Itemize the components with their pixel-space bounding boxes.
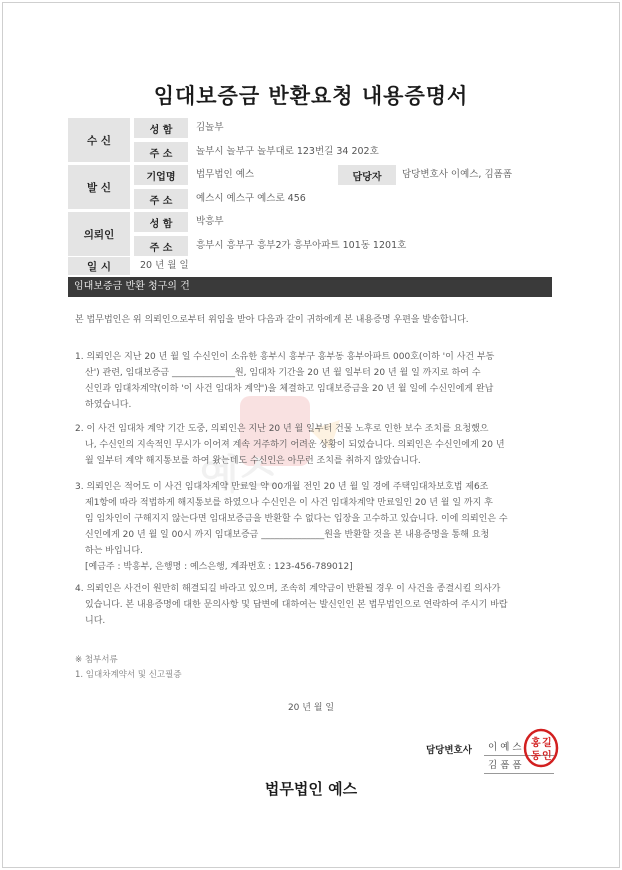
- sender-address-label: 주 소: [134, 189, 188, 209]
- attachments-title: ※ 첨부서류: [75, 655, 118, 665]
- recipient-section-label: 수 신: [68, 118, 130, 162]
- recipient-address: 놀부시 놀부구 놀부대로 123번길 34 202호: [196, 146, 379, 157]
- item2-line3: 월 일부터 계약 해지통보를 하여 왔는데도 수신인은 아무런 조치를 취하지 않았습니다.: [85, 456, 421, 466]
- item1-line3: 신인과 임대차계약(이하 '이 사건 임대차 계약')을 체결하고 임대보증금을 20 년 월 일에 수신인에게 완납: [85, 384, 494, 394]
- document-title: 임대보증금 반환요청 내용증명서: [153, 84, 469, 108]
- item4-line3: 니다.: [85, 616, 106, 626]
- recipient-address-label: 주 소: [134, 142, 188, 162]
- item1-line2: 산') 관련, 임대보증금 ______________원, 임대차 기간을 20 년 월 일부터 20 년 월 일 까지로 하여 수: [85, 368, 481, 378]
- date-row-value: 20 년 월 일: [140, 260, 189, 271]
- list-item: [75, 349, 553, 413]
- sender-section-label: 발 신: [68, 165, 130, 209]
- client-address-label: 주 소: [134, 236, 188, 256]
- firm-name: 법무법인 예스: [264, 780, 358, 798]
- client-address: 흥부시 흥부구 흥부2가 흥부아파트 101동 1201호: [196, 240, 407, 251]
- item3-line4: 신인에게 20 년 월 일 00시 까지 임대보증금 ______________원을 반환할 것을 본 내용증명을 통해 요청: [85, 530, 490, 540]
- attorney-name-2: 김 폼 폼: [484, 758, 554, 774]
- attorney-label: 담당변호사: [426, 745, 472, 756]
- item3-line1: 3. 의뢰인은 적어도 이 사건 임대차계약 만료일 약 00개월 전인 20 년 월 일 경에 주택임대차보호법 제6조: [75, 482, 489, 492]
- sender-manager: 담당변호사 이예스, 김폼폼: [402, 169, 513, 180]
- svg-text:길: 길: [542, 738, 552, 749]
- sender-manager-label: 담당자: [338, 165, 396, 185]
- attachment-item: 1. 임대차계약서 및 신고필증: [75, 670, 182, 680]
- attorney-name-1: 이 예 스: [484, 740, 554, 756]
- list-item: [75, 479, 553, 575]
- client-section-label: 의뢰인: [68, 212, 130, 256]
- intro-paragraph: 본 법무법인은 위 의뢰인으로부터 위임을 받아 다음과 같이 귀하에게 본 내용증명 우편을 발송합니다.: [75, 315, 469, 325]
- item1-line4: 하였습니다.: [85, 400, 132, 410]
- client-name: 박흥부: [196, 216, 224, 227]
- list-item: [75, 581, 553, 629]
- item2-line1: 2. 이 사건 임대차 계약 기간 도중, 의뢰인은 지난 20 년 월 일부터 건물 노후로 인한 보수 조치를 요청했으: [75, 424, 489, 434]
- sender-address: 예스시 예스구 예스로 456: [196, 193, 306, 204]
- item4-line1: 4. 의뢰인은 사건이 원만히 해결되길 바라고 있으며, 조속히 계약금이 반환될 경우 이 사건을 종결시킬 의사가: [75, 584, 501, 594]
- subject-header-bar: 임대보증금 반환 청구의 건: [68, 277, 552, 297]
- item1-line1: 1. 의뢰인은 지난 20 년 월 일 수신인이 소유한 흥부시 흥부구 흥부동 흥부아파트 000호(이하 '이 사건 부동: [75, 352, 495, 362]
- item3-line2: 제1항에 따라 적법하게 해지통보를 하였으나 수신인은 이 사건 임대차계약 만료일인 20 년 월 일 까지 후: [85, 498, 493, 508]
- item3-account: [예금주 : 박흥부, 은행명 : 예스은행, 계좌번호 : 123-456-789012]: [85, 562, 353, 572]
- client-name-label: 성 함: [134, 212, 188, 232]
- svg-text:인: 인: [542, 751, 552, 762]
- svg-text:예스: 예스: [200, 452, 278, 498]
- item2-line2: 나, 수신인의 지속적인 무시가 이어져 계속 거주하기 어려운 상황이 되었습니다. 의뢰인은 수신인에게 20 년: [85, 440, 505, 450]
- item3-line5: 하는 바입니다.: [85, 546, 143, 556]
- recipient-name: 김놀부: [196, 122, 224, 133]
- svg-text:홍: 홍: [531, 738, 541, 749]
- seal-stamp-icon: [522, 728, 560, 768]
- item4-line2: 있습니다. 본 내용증명에 대한 문의사항 및 답변에 대하여는 발신인인 본 법무법인으로 연락하여 주시기 바랍: [85, 600, 508, 610]
- sender-company: 법무법인 예스: [196, 169, 255, 180]
- recipient-name-label: 성 함: [134, 118, 188, 138]
- date-row-label: 일 시: [68, 257, 130, 275]
- list-item: [75, 421, 553, 469]
- sender-company-label: 기업명: [134, 165, 188, 185]
- item3-line3: 임 임차인이 구해지지 않는다면 임대보증금을 반환할 수 없다는 입장을 고수하고 있습니다. 이에 의뢰인은 수: [85, 514, 508, 524]
- svg-text:동: 동: [531, 751, 541, 762]
- sign-date: 20 년 월 일: [287, 703, 335, 713]
